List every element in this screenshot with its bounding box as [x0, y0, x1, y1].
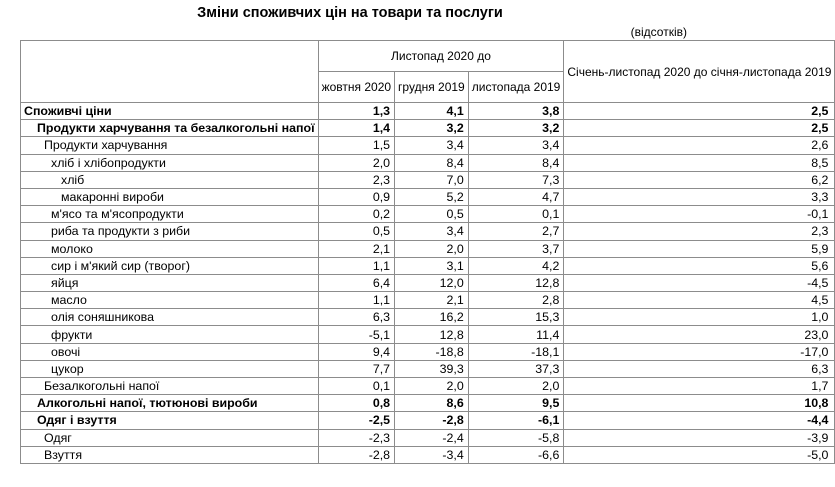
table-row [21, 120, 835, 137]
value-cell: 1,7 [564, 378, 835, 395]
value-cell: -5,1 [318, 326, 394, 343]
value-cell: 12,8 [468, 274, 564, 291]
value-cell: 3,4 [395, 223, 469, 240]
row-label: масло [21, 292, 319, 309]
value-cell: 3,7 [468, 240, 564, 257]
row-label: макаронні вироби [21, 188, 319, 205]
row-label: олія соняшникова [21, 309, 319, 326]
value-cell: -5,0 [564, 446, 835, 463]
value-cell: 2,0 [395, 378, 469, 395]
value-cell: 2,1 [318, 240, 394, 257]
value-cell: 7,0 [395, 171, 469, 188]
value-cell: 2,0 [395, 240, 469, 257]
value-cell: -3,9 [564, 429, 835, 446]
table-row [21, 412, 835, 429]
row-label: сир і м'який сир (творог) [21, 257, 319, 274]
price-changes-table [20, 40, 835, 464]
value-cell: 0,8 [318, 395, 394, 412]
value-cell: 12,0 [395, 274, 469, 291]
value-cell: 7,3 [468, 171, 564, 188]
value-cell: 6,3 [564, 360, 835, 377]
table-row [21, 103, 835, 120]
header-november-2019: листопада 2019 [468, 72, 564, 103]
header-empty-cell [21, 41, 319, 103]
table-row [21, 343, 835, 360]
value-cell: 4,1 [395, 103, 469, 120]
value-cell: 2,3 [318, 171, 394, 188]
row-label: Алкогольні напої, тютюнові вироби [21, 395, 319, 412]
value-cell: -2,8 [318, 446, 394, 463]
value-cell: 9,5 [468, 395, 564, 412]
value-cell: -6,6 [468, 446, 564, 463]
value-cell: -17,0 [564, 343, 835, 360]
value-cell: 3,4 [395, 137, 469, 154]
value-cell: -18,1 [468, 343, 564, 360]
row-label: риба та продукти з риби [21, 223, 319, 240]
row-label: Взуття [21, 446, 319, 463]
value-cell: -6,1 [468, 412, 564, 429]
table-body [21, 103, 835, 464]
value-cell: 9,4 [318, 343, 394, 360]
row-label: Споживчі ціни [21, 103, 319, 120]
table-row [21, 188, 835, 205]
row-label: молоко [21, 240, 319, 257]
value-cell: 5,6 [564, 257, 835, 274]
table-row [21, 257, 835, 274]
header-december-2019: грудня 2019 [395, 72, 469, 103]
value-cell: 1,0 [564, 309, 835, 326]
value-cell: 0,1 [318, 378, 394, 395]
value-cell: -3,4 [395, 446, 469, 463]
value-cell: 1,3 [318, 103, 394, 120]
row-label: цукор [21, 360, 319, 377]
value-cell: -2,5 [318, 412, 394, 429]
value-cell: -0,1 [564, 206, 835, 223]
value-cell: 16,2 [395, 309, 469, 326]
value-cell: 2,3 [564, 223, 835, 240]
table-row [21, 378, 835, 395]
value-cell: 4,5 [564, 292, 835, 309]
unit-note: (відсотків) [630, 25, 687, 39]
row-label: Продукти харчування [21, 137, 319, 154]
row-label: хліб [21, 171, 319, 188]
header-october-2020: жовтня 2020 [318, 72, 394, 103]
row-label: Одяг і взуття [21, 412, 319, 429]
value-cell: -4,4 [564, 412, 835, 429]
table-row [21, 326, 835, 343]
table-row [21, 395, 835, 412]
table-row [21, 240, 835, 257]
table-title: Зміни споживчих цін на товари та послуги [197, 5, 503, 21]
value-cell: 39,3 [395, 360, 469, 377]
table-row [21, 292, 835, 309]
value-cell: 10,8 [564, 395, 835, 412]
value-cell: 2,8 [468, 292, 564, 309]
value-cell: 2,1 [395, 292, 469, 309]
value-cell: 3,4 [468, 137, 564, 154]
value-cell: 5,9 [564, 240, 835, 257]
value-cell: 15,3 [468, 309, 564, 326]
value-cell: 1,1 [318, 292, 394, 309]
value-cell: 1,5 [318, 137, 394, 154]
row-label: овочі [21, 343, 319, 360]
value-cell: 37,3 [468, 360, 564, 377]
value-cell: 3,1 [395, 257, 469, 274]
table-row [21, 206, 835, 223]
value-cell: 5,2 [395, 188, 469, 205]
row-label: хліб і хлібопродукти [21, 154, 319, 171]
value-cell: 1,1 [318, 257, 394, 274]
table-row [21, 137, 835, 154]
value-cell: 2,7 [468, 223, 564, 240]
row-label: м'ясо та м'ясопродукти [21, 206, 319, 223]
value-cell: -2,4 [395, 429, 469, 446]
row-label: яйця [21, 274, 319, 291]
table-row [21, 223, 835, 240]
table-row [21, 360, 835, 377]
value-cell: 3,2 [468, 120, 564, 137]
value-cell: 2,5 [564, 103, 835, 120]
value-cell: 3,2 [395, 120, 469, 137]
row-label: Одяг [21, 429, 319, 446]
value-cell: 7,7 [318, 360, 394, 377]
value-cell: -2,8 [395, 412, 469, 429]
value-cell: 2,6 [564, 137, 835, 154]
table-row [21, 446, 835, 463]
value-cell: -18,8 [395, 343, 469, 360]
row-label: Безалкогольні напої [21, 378, 319, 395]
value-cell: 0,5 [395, 206, 469, 223]
value-cell: 8,5 [564, 154, 835, 171]
value-cell: 11,4 [468, 326, 564, 343]
table-row [21, 309, 835, 326]
value-cell: 8,4 [468, 154, 564, 171]
value-cell: 3,8 [468, 103, 564, 120]
value-cell: 8,4 [395, 154, 469, 171]
value-cell: 3,3 [564, 188, 835, 205]
value-cell: 2,0 [468, 378, 564, 395]
value-cell: 6,2 [564, 171, 835, 188]
value-cell: -2,3 [318, 429, 394, 446]
value-cell: 12,8 [395, 326, 469, 343]
value-cell: 1,4 [318, 120, 394, 137]
value-cell: -4,5 [564, 274, 835, 291]
table-row [21, 154, 835, 171]
value-cell: 4,7 [468, 188, 564, 205]
value-cell: 8,6 [395, 395, 469, 412]
header-jan-nov-2020: Січень-листопад 2020 до січня-листопада 2019 [564, 41, 835, 103]
value-cell: 6,3 [318, 309, 394, 326]
table-row [21, 274, 835, 291]
row-label: фрукти [21, 326, 319, 343]
value-cell: 6,4 [318, 274, 394, 291]
value-cell: 2,0 [318, 154, 394, 171]
table-row [21, 171, 835, 188]
value-cell: 0,1 [468, 206, 564, 223]
value-cell: 23,0 [564, 326, 835, 343]
value-cell: 2,5 [564, 120, 835, 137]
value-cell: 4,2 [468, 257, 564, 274]
table-row [21, 429, 835, 446]
value-cell: 0,9 [318, 188, 394, 205]
header-group-november-2020: Листопад 2020 до [318, 41, 564, 72]
value-cell: 0,5 [318, 223, 394, 240]
value-cell: 0,2 [318, 206, 394, 223]
value-cell: -5,8 [468, 429, 564, 446]
row-label: Продукти харчування та безалкогольні напої [21, 120, 319, 137]
